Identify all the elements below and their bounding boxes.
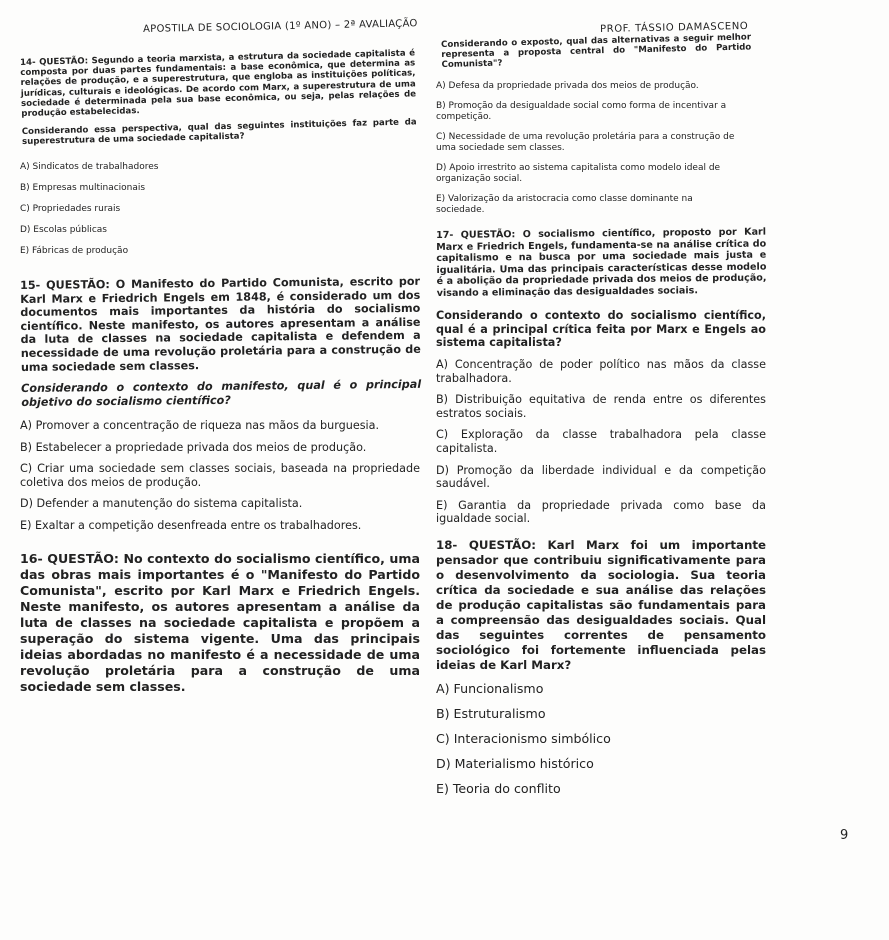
q14-options bbox=[20, 162, 425, 257]
q16-option-a[interactable]: A) Defesa da propriedade privada dos meios de produção. bbox=[436, 80, 699, 91]
q16-ask: Considerando o exposto, qual das alternativas a seguir melhor representa a proposta central do "Manifesto do Partido Comunista"? bbox=[441, 32, 752, 71]
q16-option-d[interactable]: D) Apoio irrestrito ao sistema capitalista como modelo ideal de organização social. bbox=[436, 162, 721, 184]
q15-option-e[interactable]: E) Exaltar a competição desenfreada entre os trabalhadores. bbox=[20, 518, 362, 532]
q18-option-e[interactable]: E) Teoria do conflito bbox=[436, 780, 561, 796]
header-title: APOSTILA DE SOCIOLOGIA (1º ANO) – 2ª AVALIAÇÃO bbox=[143, 18, 418, 35]
q17-ask: Considerando o contexto do socialismo científico, qual é a principal crítica feita por Marx e Engels ao sistema capitalista? bbox=[436, 309, 766, 350]
q15-options bbox=[20, 419, 420, 533]
q15-option-b[interactable]: B) Estabelecer a propriedade privada dos meios de produção. bbox=[20, 440, 367, 454]
q14-ask: Considerando essa perspectiva, qual das seguintes instituições faz parte da superestrutura de uma sociedade capitalista? bbox=[21, 117, 417, 148]
q17-options bbox=[436, 358, 766, 526]
page-number: 9 bbox=[840, 828, 849, 843]
q17-option-b[interactable]: B) Distribuição equitativa de renda entre os diferentes estratos sociais. bbox=[436, 393, 766, 420]
q17-stem: 17- QUESTÃO: O socialismo científico, proposto por Karl Marx e Friedrich Engels, fundamenta-se na análise crítica do capitalismo e na busca por uma sociedade mais justa e igualitária. Uma das principais características desse modelo é a abolição da propriedade privada dos meios de produção, visando a eliminação das desigualdades sociais. bbox=[436, 226, 767, 299]
q15-option-d[interactable]: D) Defender a manutenção do sistema capitalista. bbox=[20, 497, 303, 511]
q14-stem: 14- QUESTÃO: Segundo a teoria marxista, a estrutura da sociedade capitalista é composta por duas partes fundamentais: a base econômica, que determina as relações de produção, e a superestrutura, que engloba as instituições políticas, jurídicas, culturais e ideológicas. De acordo com Marx, a superestrutura de uma sociedade é determinada pela sua base econômica, ou seja, pelas relações de produção estabelecidas. bbox=[20, 48, 417, 119]
q17-ask-block bbox=[436, 309, 766, 350]
q15-ask: Considerando o contexto do manifesto, qual é o principal objetivo do socialismo científico? bbox=[21, 377, 422, 409]
q16-continuation bbox=[441, 32, 752, 70]
left-column bbox=[20, 48, 425, 695]
q14-option-d[interactable]: D) Escolas públicas bbox=[20, 224, 107, 235]
q16-option-e[interactable]: E) Valorização da aristocracia como classe dominante na sociedade. bbox=[436, 193, 693, 215]
question-16 bbox=[20, 551, 420, 695]
right-column bbox=[436, 32, 856, 797]
q14-option-c[interactable]: C) Propriedades rurais bbox=[20, 203, 121, 214]
question-15 bbox=[20, 274, 421, 409]
q16-option-c[interactable]: C) Necessidade de uma revolução proletária para a construção de uma sociedade sem classes. bbox=[436, 131, 735, 153]
q18-stem: 18- QUESTÃO: Karl Marx foi um importante pensador que contribuiu significativamente para o desenvolvimento da sociologia. Sua teoria crítica da sociedade e sua análise das relações de produção capitalistas são fundamentais para a compreensão das desigualdades sociais. Qual das seguintes correntes de pensamento sociológico foi fortemente influenciada pelas ideias de Karl Marx? bbox=[436, 537, 766, 672]
q15-option-c[interactable]: C) Criar uma sociedade sem classes sociais, baseada na propriedade coletiva dos meios de produção. bbox=[20, 462, 420, 489]
q14-option-a[interactable]: A) Sindicatos de trabalhadores bbox=[20, 161, 159, 172]
q17-option-c[interactable]: C) Exploração da classe trabalhadora pela classe capitalista. bbox=[436, 428, 766, 455]
q18-option-b[interactable]: B) Estruturalismo bbox=[436, 705, 546, 721]
q16-option-b[interactable]: B) Promoção da desigualdade social como forma de incentivar a competição. bbox=[436, 100, 727, 122]
header-teacher: PROF. TÁSSIO DAMASCENO bbox=[600, 20, 749, 35]
question-17 bbox=[436, 226, 767, 299]
q16-options bbox=[436, 81, 736, 216]
q15-stem: 15- QUESTÃO: O Manifesto do Partido Comunista, escrito por Karl Marx e Friedrich Engels em 1848, é considerado um dos documentos mais importantes da história do socialismo científico. Neste manifesto, os autores apresentam a análise da luta de classes na sociedade capitalista e defendem a necessidade de uma revolução proletária para a construção de uma sociedade sem classes. bbox=[20, 274, 421, 374]
question-14 bbox=[20, 48, 417, 147]
q17-option-d[interactable]: D) Promoção da liberdade individual e da competição saudável. bbox=[436, 463, 766, 491]
q18-option-d[interactable]: D) Materialismo histórico bbox=[436, 755, 594, 771]
q18-option-c[interactable]: C) Interacionismo simbólico bbox=[436, 730, 611, 746]
q17-option-a[interactable]: A) Concentração de poder político nas mãos da classe trabalhadora. bbox=[436, 357, 766, 385]
q17-option-e[interactable]: E) Garantia da propriedade privada como base da igualdade social. bbox=[436, 498, 766, 526]
q18-option-a[interactable]: A) Funcionalismo bbox=[436, 680, 544, 696]
question-18 bbox=[436, 538, 766, 673]
q15-option-a[interactable]: A) Promover a concentração de riqueza nas mãos da burguesia. bbox=[20, 418, 380, 432]
q14-option-e[interactable]: E) Fábricas de produção bbox=[20, 245, 129, 256]
q16-stem: 16- QUESTÃO: No contexto do socialismo científico, uma das obras mais importantes é o "Manifesto do Partido Comunista", escrito por Karl Marx e Friedrich Engels. Neste manifesto, os autores apresentam a análise da luta de classes na sociedade capitalista e propõem a superação do sistema vigente. Uma das principais ideias abordadas no manifesto é a necessidade de uma revolução proletária para a construção de uma sociedade sem classes. bbox=[20, 550, 420, 694]
q14-option-b[interactable]: B) Empresas multinacionais bbox=[20, 182, 146, 193]
q18-options bbox=[436, 681, 856, 797]
